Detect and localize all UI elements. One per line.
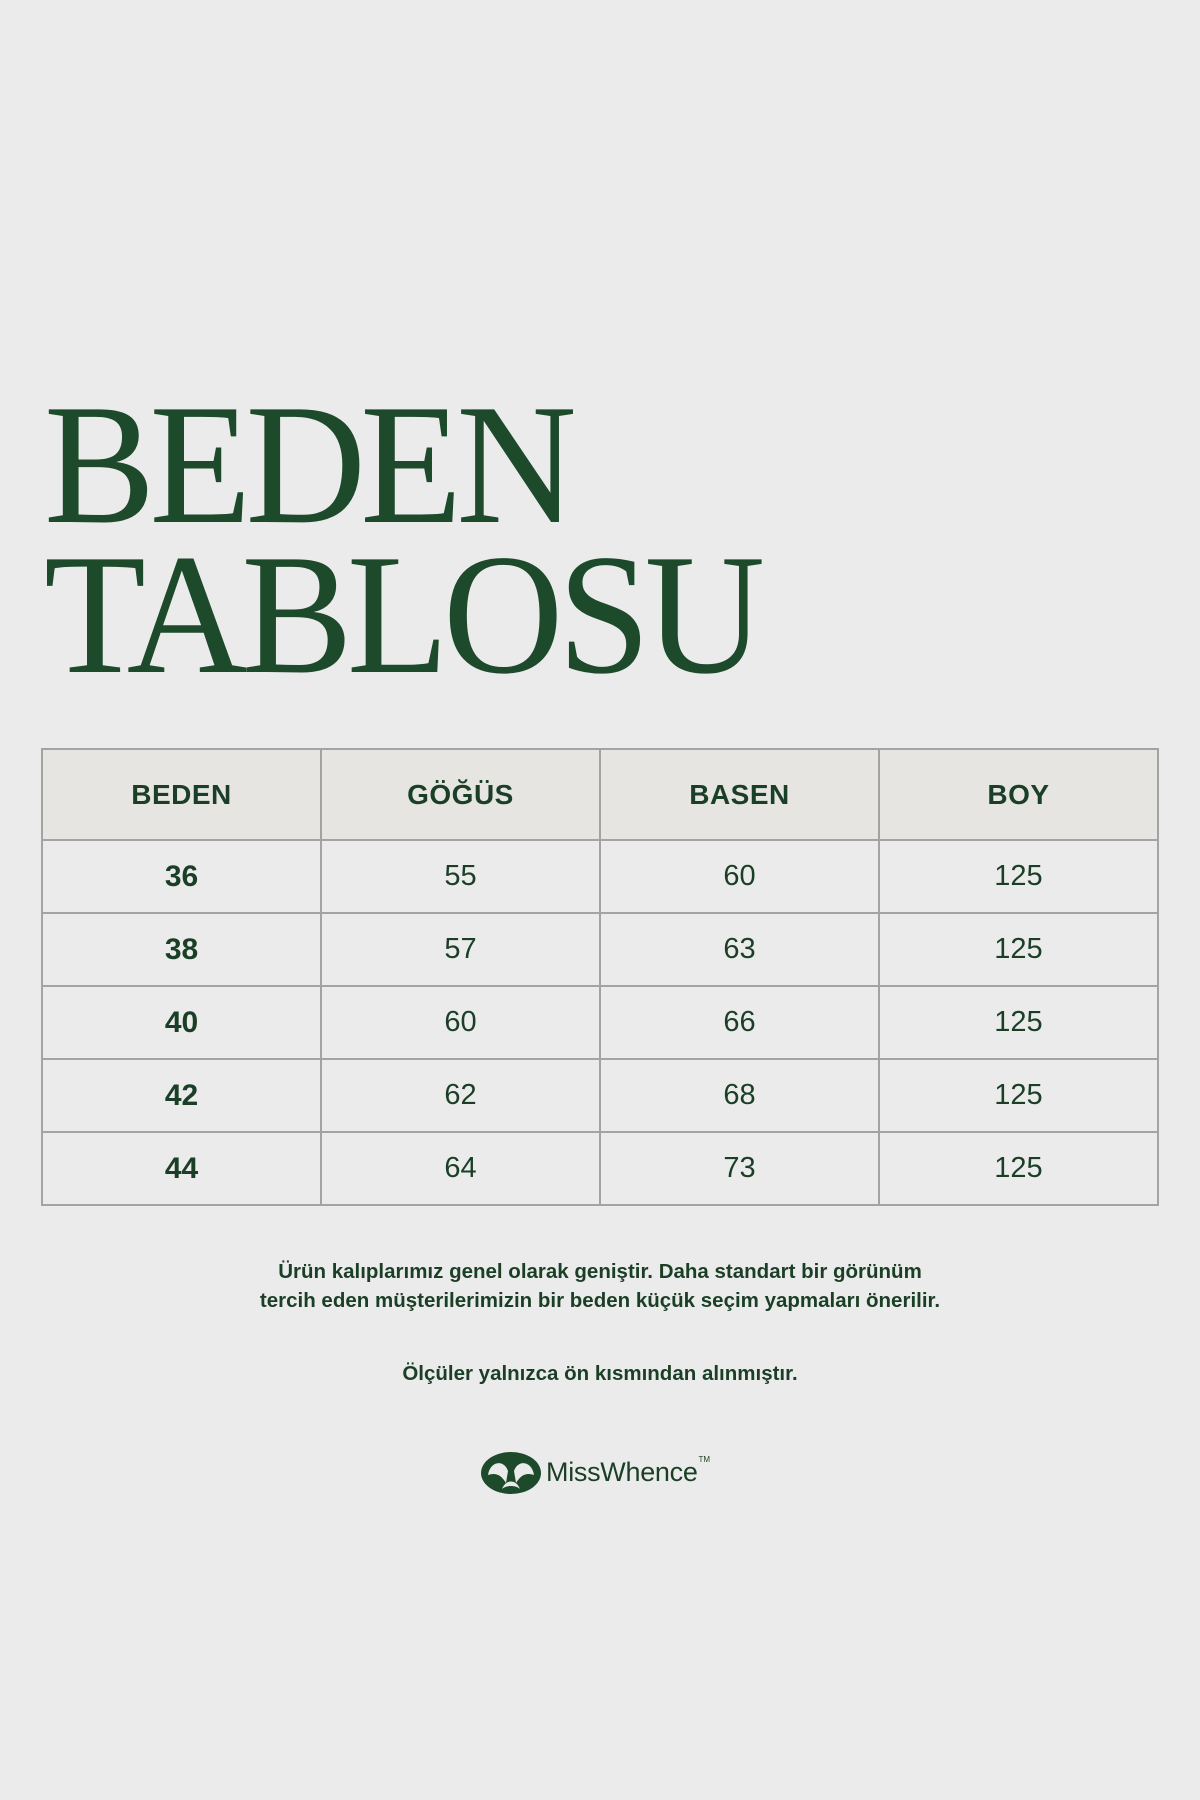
header-length: BOY <box>879 749 1158 840</box>
table-row <box>42 1132 1158 1205</box>
header-hip: BASEN <box>600 749 879 840</box>
table-row <box>42 840 1158 913</box>
measurement-note: Ölçüler yalnızca ön kısmından alınmıştır. <box>402 1362 798 1385</box>
header-chest: GÖĞÜS <box>321 749 600 840</box>
size-cell: 42 <box>42 1059 321 1132</box>
length-cell: 125 <box>879 986 1158 1059</box>
table-row <box>42 913 1158 986</box>
chest-cell: 55 <box>321 840 600 913</box>
hip-cell: 60 <box>600 840 879 913</box>
chest-cell: 60 <box>321 986 600 1059</box>
fit-note-line-2: tercih eden müşterilerimizin bir beden küçük seçim yapmaları önerilir. <box>259 1289 941 1312</box>
table-row <box>42 1059 1158 1132</box>
size-cell: 44 <box>42 1132 321 1205</box>
hip-cell: 66 <box>600 986 879 1059</box>
length-cell: 125 <box>879 1132 1158 1205</box>
chest-cell: 64 <box>321 1132 600 1205</box>
fit-note <box>0 1257 1200 1315</box>
size-cell: 36 <box>42 840 321 913</box>
page-title <box>44 370 760 710</box>
size-cell: 40 <box>42 986 321 1059</box>
length-cell: 125 <box>879 1059 1158 1132</box>
hip-cell: 63 <box>600 913 879 986</box>
size-cell: 38 <box>42 913 321 986</box>
length-cell: 125 <box>879 840 1158 913</box>
header-size: BEDEN <box>42 749 321 840</box>
chest-cell: 62 <box>321 1059 600 1132</box>
brand-logo <box>480 1449 710 1495</box>
trademark-mark: TM <box>698 1455 711 1464</box>
brand-mark-icon <box>480 1449 542 1495</box>
title-line-1: BEDEN <box>44 370 571 560</box>
fit-note-line-1: Ürün kalıplarımız genel olarak geniştir. Daha standart bir görünüm <box>278 1260 922 1283</box>
size-chart-table <box>41 748 1159 1206</box>
hip-cell: 68 <box>600 1059 879 1132</box>
title-line-2: TABLOSU <box>44 520 760 710</box>
length-cell: 125 <box>879 913 1158 986</box>
chest-cell: 57 <box>321 913 600 986</box>
table-header-row <box>42 749 1158 840</box>
hip-cell: 73 <box>600 1132 879 1205</box>
brand-name: MissWhence <box>546 1456 698 1487</box>
table-row <box>42 986 1158 1059</box>
